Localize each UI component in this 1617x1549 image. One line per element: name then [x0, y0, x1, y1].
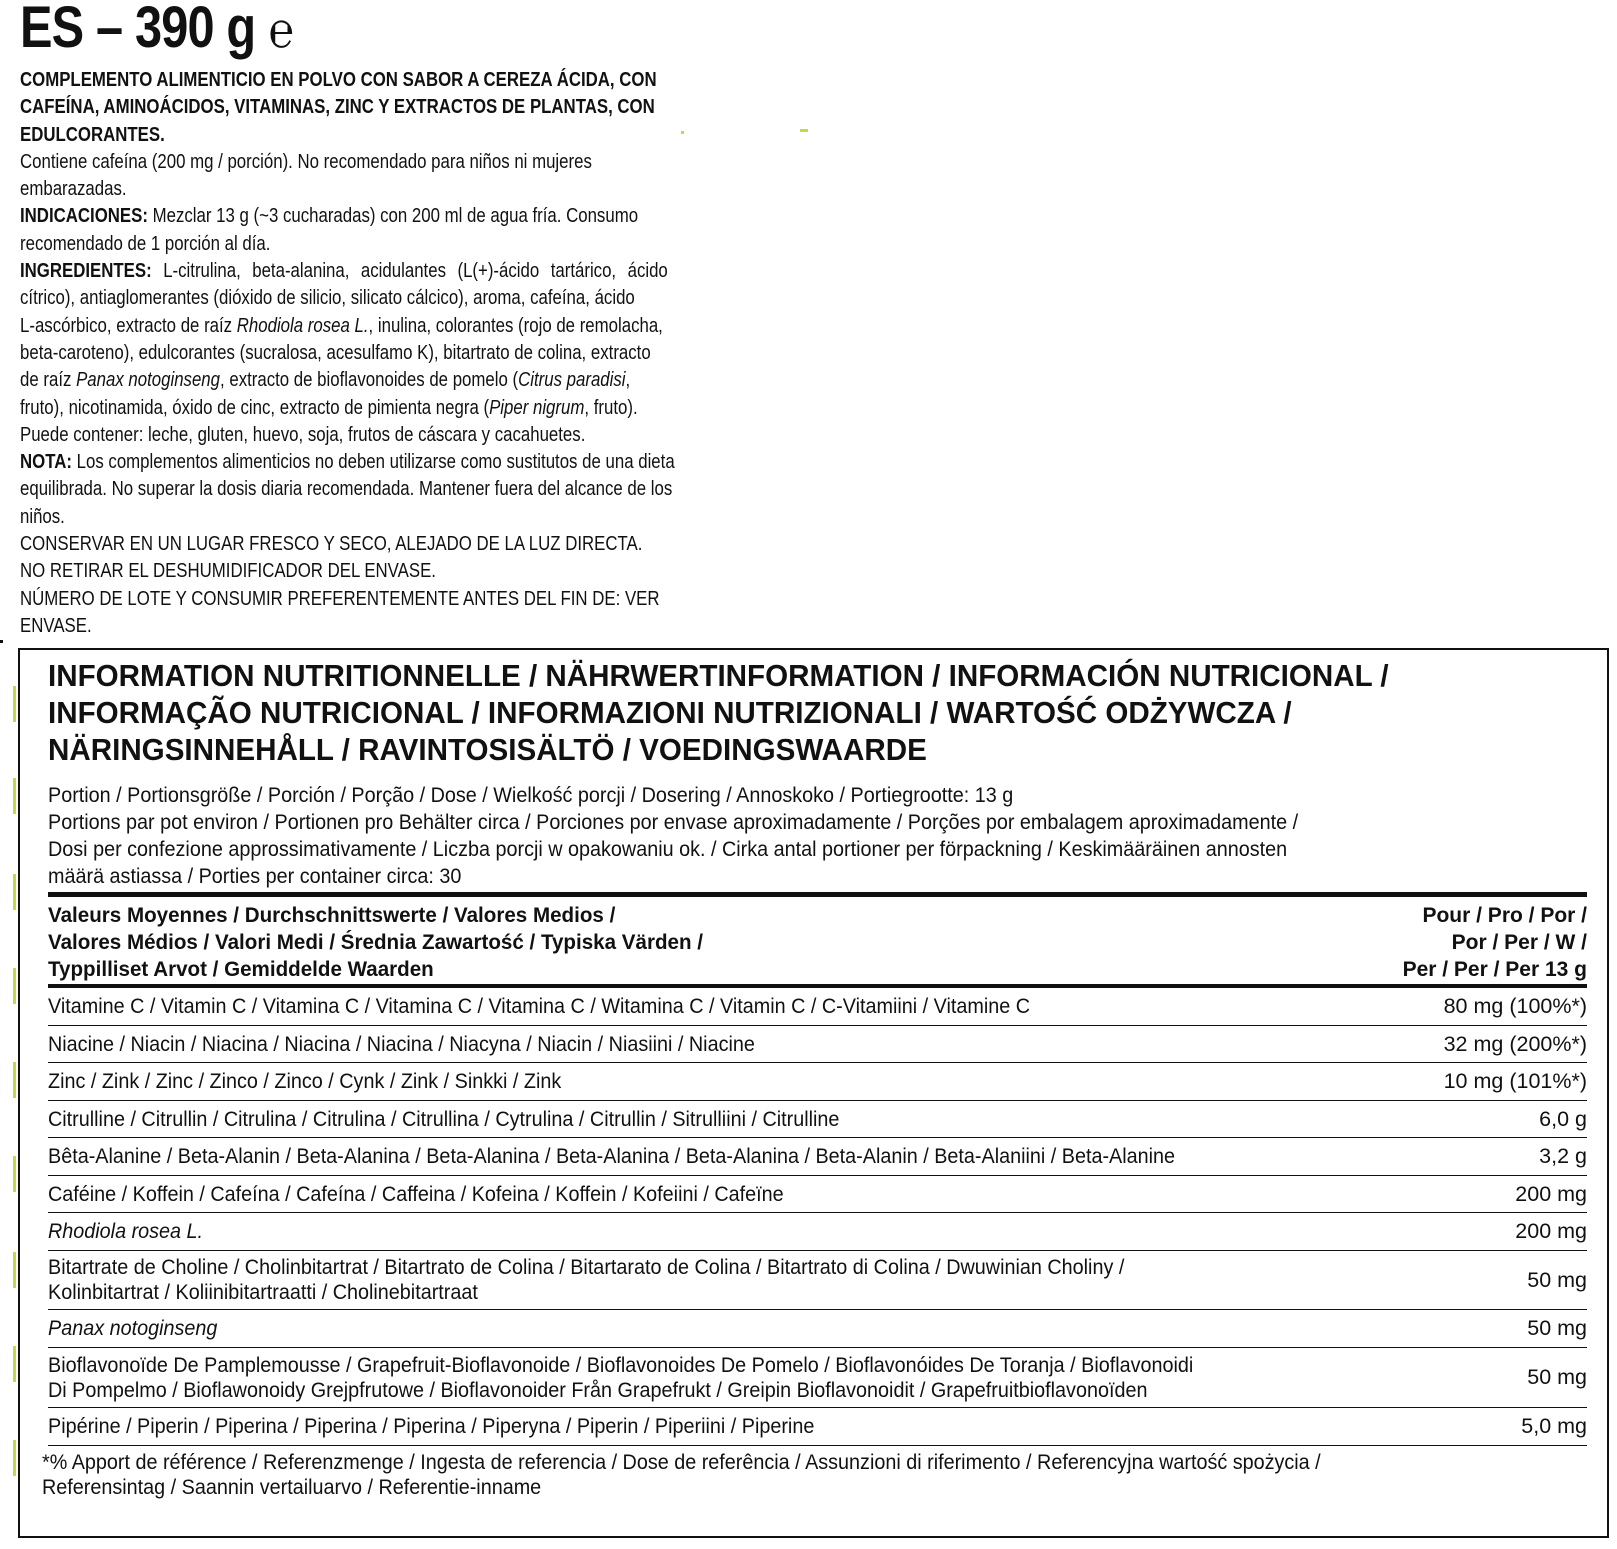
portion-line: Portions par pot environ / Portionen pro Behälter circa / Porciones por envase aproximadamente / Porções por embalagem aproximadamente / — [48, 810, 1299, 834]
nutrient-amount: 3,2 g — [1539, 1144, 1587, 1168]
table-row — [48, 1026, 1587, 1063]
nutrient-name: Panax notoginseng — [48, 1316, 218, 1340]
product-code-weight-text: ES – 390 g — [20, 0, 256, 60]
print-mark — [13, 1440, 16, 1476]
nutrient-amount: 200 mg — [1515, 1219, 1587, 1243]
note-text: Los complementos alimenticios no deben utilizarse como sustitutos de una dieta — [71, 450, 675, 474]
estimated-sign-icon: ℮ — [268, 1, 294, 59]
ingredient-word: ácido — [627, 259, 668, 283]
ingredients-label: INGREDIENTES: — [20, 259, 152, 283]
storage-instructions — [20, 530, 810, 639]
portion-line: Dosi per confezione approssimativamente / Liczba porcji w opakowaniu ok. / Cirka antal portioner per förpackning / Keskimääräinen annosten — [48, 837, 1288, 861]
nutrient-amount: 80 mg (100%*) — [1443, 994, 1587, 1018]
indications-text: Mezclar 13 g (~3 cucharadas) con 200 ml de agua fría. Consumo — [147, 204, 639, 228]
ingredients — [20, 257, 810, 448]
portion-info — [48, 782, 1407, 890]
print-mark — [13, 1062, 16, 1098]
nutrient-name: Pipérine / Piperin / Piperina / Piperina / Piperina / Piperyna / Piperin / Piperiini / Piperine — [48, 1414, 815, 1438]
heading-line: NÄRINGSINNEHÅLL / RAVINTOSISÄLTÖ / VOEDINGSWAARDE — [48, 733, 927, 767]
ingredients-text: , extracto de bioflavonoides de pomelo ( — [220, 368, 519, 392]
print-mark — [800, 129, 808, 132]
print-mark — [13, 778, 16, 814]
label-text-block — [20, 66, 810, 639]
column-header-line: Per / Per / Per 13 g — [1402, 958, 1587, 981]
warning-line: embarazadas. — [20, 177, 127, 201]
heading-line: INFORMAÇÃO NUTRICIONAL / INFORMAZIONI NUTRIZIONALI / WARTOŚĆ ODŻYWCZA / — [48, 696, 1292, 730]
ingredients-text: , inulina, colorantes (rojo de remolacha, — [368, 313, 663, 337]
nutrient-table — [48, 988, 1587, 1446]
reference-intake-footnote — [42, 1450, 1432, 1500]
nutrient-amount: 32 mg (200%*) — [1443, 1031, 1587, 1056]
column-header-line: Pour / Pro / Por / — [1422, 904, 1587, 927]
print-mark — [13, 1346, 16, 1382]
description-line: CAFEÍNA, AMINOÁCIDOS, VITAMINAS, ZINC Y EXTRACTOS DE PLANTAS, CON — [20, 95, 655, 119]
column-header-right — [1403, 902, 1587, 983]
footnote-line: *% Apport de référence / Referenzmenge / Ingesta de referencia / Dose de referência / Assunzioni di riferimento / Referencyjna wartość spożycia / — [42, 1450, 1321, 1474]
nutrient-amount: 50 mg — [1527, 1365, 1587, 1389]
nutrient-name: Caféine / Koffein / Cafeína / Cafeína / Caffeina / Kofeina / Koffein / Kofeiini / Cafeïne — [48, 1181, 784, 1206]
table-row — [48, 1408, 1587, 1446]
table-row — [48, 1138, 1587, 1176]
nutrient-name: Bêta-Alanine / Beta-Alanin / Beta-Alanina / Beta-Alanina / Beta-Alanina / Beta-Alanina / Beta-Alanin / Beta-Alaniini / Beta-Alanine — [48, 1144, 1176, 1168]
thick-divider — [48, 892, 1587, 897]
note — [20, 448, 810, 530]
portion-line: määrä astiassa / Porties per container circa: 30 — [48, 864, 462, 888]
nutrient-name: Rhodiola rosea L. — [48, 1219, 204, 1243]
ingredient-word: acidulantes — [360, 259, 446, 283]
description-line: EDULCORANTES. — [20, 122, 165, 146]
ingredient-latin-name: Rhodiola rosea L. — [236, 313, 369, 337]
nutrient-name: Bioflavonoïde De Pamplemousse / Grapefruit-Bioflavonoide / Bioflavonoides De Pomelo / Bioflavonóides De Toranja / Bioflavonoidi — [48, 1352, 1194, 1377]
ingredients-text: cítrico), antiaglomerantes (dióxido de silicio, silicato cálcico), aroma, cafeína, ácido — [20, 286, 635, 310]
indications-text: recomendado de 1 porción al día. — [20, 231, 271, 255]
note-text: equilibrada. No superar la dosis diaria recomendada. Mantener fuera del alcance de los — [20, 477, 673, 501]
indications — [20, 202, 810, 257]
nutrient-amount: 10 mg (101%*) — [1443, 1069, 1587, 1093]
ingredients-text: beta-caroteno), edulcorantes (sucralosa, acesulfamo K), bitartrato de colina, extracto — [20, 340, 651, 364]
table-row — [48, 1176, 1587, 1213]
column-header-left — [48, 902, 716, 983]
product-code-weight — [20, 0, 345, 61]
ingredient-word: tartárico, — [550, 259, 617, 283]
ingredients-text: L-ascórbico, extracto de raíz — [20, 313, 237, 337]
nutrient-name: Vitamine C / Vitamin C / Vitamina C / Vitamina C / Vitamina C / Witamina C / Vitamin C / C-Vitamiini / Vitamine C — [48, 994, 1031, 1018]
warning-line: Contiene cafeína (200 mg / porción). No recomendado para niños ni mujeres — [20, 149, 592, 173]
nutrient-name: Bitartrate de Choline / Cholinbitartrat / Bitartrato de Colina / Bitartarato de Colina / Bitartrato di Colina / Dwuwinian Choliny / — [48, 1255, 1125, 1279]
ingredients-text: , fruto). — [584, 395, 638, 419]
crop-mark — [0, 640, 3, 643]
ingredient-latin-name: Piper nigrum — [489, 395, 585, 419]
nutrient-amount: 6,0 g — [1539, 1106, 1587, 1131]
ingredients-text: fruto), nicotinamida, óxido de cinc, extracto de pimienta negra ( — [20, 395, 490, 419]
print-mark — [13, 1156, 16, 1192]
ingredient-word: (L(+)-ácido — [457, 259, 540, 283]
footnote-line: Referensintag / Saannin vertailuarvo / Referentie-inname — [42, 1475, 542, 1499]
table-row — [48, 1063, 1587, 1101]
storage-line: NÚMERO DE LOTE Y CONSUMIR PREFERENTEMENTE ANTES DEL FIN DE: VER — [20, 586, 660, 610]
ingredients-text: , — [625, 368, 631, 392]
storage-line: NO RETIRAR EL DESHUMIDIFICADOR DEL ENVASE. — [20, 559, 436, 583]
nutrient-amount: 200 mg — [1515, 1181, 1587, 1206]
ingredient-latin-name: Citrus paradisi — [518, 368, 626, 392]
ingredient-word: L-citrulina, — [163, 259, 241, 283]
caffeine-warning — [20, 148, 810, 203]
portion-line: Portion / Portionsgröße / Porción / Porção / Dose / Wielkość porcji / Dosering / Annoskoko / Portiegrootte: 13 g — [48, 783, 1014, 807]
table-row — [48, 1348, 1587, 1408]
nutrition-panel — [18, 648, 1609, 1538]
table-row — [48, 1310, 1587, 1348]
nutrition-panel-heading — [48, 658, 1430, 769]
description-line: COMPLEMENTO ALIMENTICIO EN POLVO CON SABOR A CEREZA ÁCIDA, CON — [20, 68, 657, 91]
allergen-text: Puede contener: leche, gluten, huevo, soja, frutos de cáscara y cacahuetes. — [20, 422, 586, 446]
column-header-line: Valores Médios / Valori Medi / Średnia Zawartość / Typiska Värden / — [48, 931, 703, 954]
indications-label: INDICACIONES: — [20, 204, 148, 228]
column-header-line: Por / Per / W / — [1451, 931, 1587, 954]
heading-line: INFORMATION NUTRITIONNELLE / NÄHRWERTINFORMATION / INFORMACIÓN NUTRICIONAL / — [48, 659, 1389, 693]
print-mark — [13, 874, 16, 910]
product-description — [20, 66, 810, 148]
nutrient-amount: 5,0 mg — [1521, 1414, 1587, 1438]
note-label: NOTA: — [20, 450, 72, 474]
ingredient-word: beta-alanina, — [252, 259, 350, 283]
print-mark — [13, 1252, 16, 1288]
ingredients-text: de raíz — [20, 368, 77, 392]
storage-line: CONSERVAR EN UN LUGAR FRESCO Y SECO, ALEJADO DE LA LUZ DIRECTA. — [20, 532, 643, 556]
nutrient-name: Zinc / Zink / Zinc / Zinco / Zinco / Cynk / Zink / Sinkki / Zink — [48, 1069, 562, 1093]
table-row — [48, 1101, 1587, 1138]
table-row — [48, 1251, 1587, 1310]
print-mark — [681, 131, 684, 134]
storage-line: ENVASE. — [20, 613, 92, 637]
column-header-line: Valeurs Moyennes / Durchschnittswerte / Valores Medios / — [48, 904, 616, 927]
print-mark — [13, 968, 16, 1004]
note-text: niños. — [20, 504, 65, 528]
nutrient-amount: 50 mg — [1527, 1316, 1587, 1340]
table-row — [48, 1213, 1587, 1251]
nutrient-name: Di Pompelmo / Bioflawonoidy Grejpfrutowe / Bioflavonoider Från Grapefrukt / Greipin Bioflavonoidit / Grapefruitbioflavonoïden — [48, 1377, 1148, 1402]
column-header-line: Typpilliset Arvot / Gemiddelde Waarden — [48, 958, 434, 981]
nutrient-name: Citrulline / Citrullin / Citrulina / Citrulina / Citrullina / Cytrulina / Citrullin / Sitrulliini / Citrulline — [48, 1106, 840, 1131]
print-mark — [13, 686, 16, 722]
nutrient-amount: 50 mg — [1527, 1267, 1587, 1292]
nutrient-name: Kolinbitartrat / Koliinibitartraatti / Cholinebitartraat — [48, 1280, 478, 1304]
nutrient-name: Niacine / Niacin / Niacina / Niacina / Niacina / Niacyna / Niacin / Niasiini / Niacine — [48, 1031, 755, 1056]
table-row — [48, 988, 1587, 1026]
ingredient-latin-name: Panax notoginseng — [76, 368, 221, 392]
